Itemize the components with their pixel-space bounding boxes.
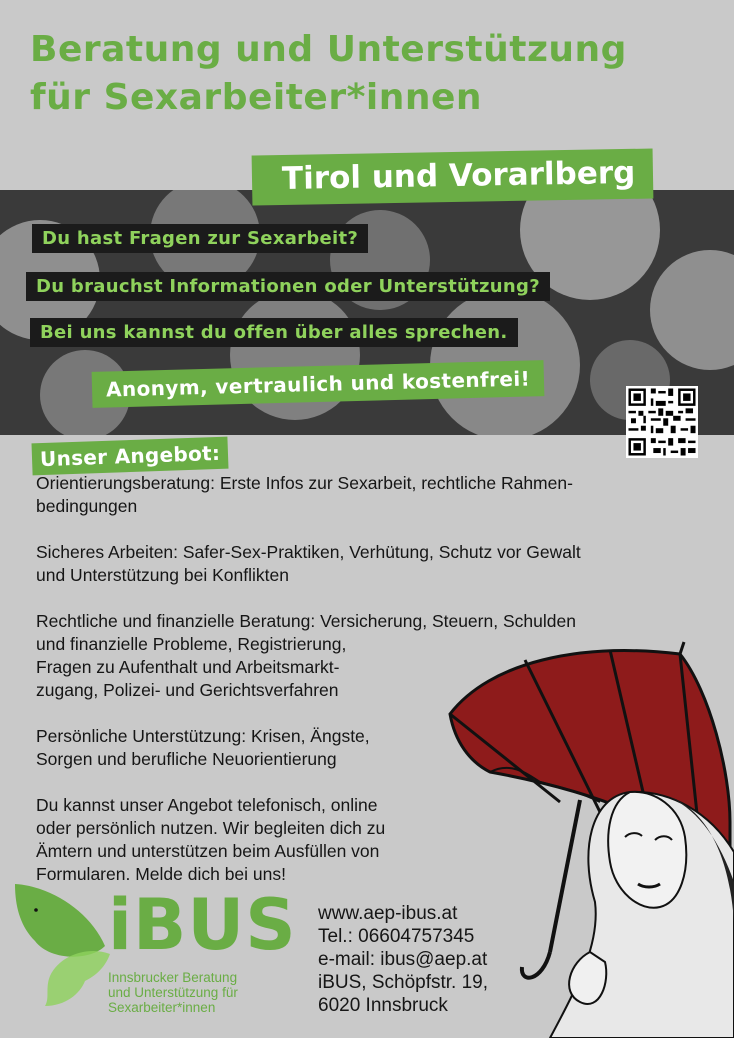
qr-code[interactable] bbox=[626, 386, 698, 458]
contact-phone[interactable]: Tel.: 06604757345 bbox=[318, 926, 475, 947]
contact-address-line-1: iBUS, Schöpfstr. 19, bbox=[318, 972, 489, 993]
offer-title: Unser Angebot: bbox=[32, 437, 229, 476]
headline-line-2: für Sexarbeiter*innen bbox=[30, 77, 483, 118]
offer-item-legal-financial: Rechtliche und finanzielle Beratung: Versicherung, Steuern, Schulden und finanzielle Probleme, Registrierung, Fragen zu Aufenthalt und Arbeitsmarkt- zugang, Polizei- und Gerichtsverfahren bbox=[36, 611, 576, 700]
region-label: Tirol und Vorarlberg bbox=[252, 149, 654, 206]
contact-block bbox=[318, 902, 488, 1017]
logo-wordmark: iBUS bbox=[108, 884, 297, 966]
offer-item-contact-ways: Du kannst unser Angebot telefonisch, online oder persönlich nutzen. Wir begleiten dich zu Ämtern und unterstützen beim Ausfüllen von Formularen. Melde dich bei uns! bbox=[36, 795, 386, 884]
banner-question-1: Du hast Fragen zur Sexarbeit? bbox=[32, 224, 368, 253]
headline-line-1: Beratung und Unterstützung bbox=[30, 29, 627, 70]
offer-item-safe-work: Sicheres Arbeiten: Safer-Sex-Praktiken, Verhütung, Schutz vor Gewalt und Unterstützung bei Konflikten bbox=[36, 542, 581, 585]
contact-email[interactable]: e-mail: ibus@aep.at bbox=[318, 949, 488, 970]
logo-subtitle-line-1: Innsbrucker Beratung bbox=[108, 970, 238, 985]
offer-item-personal-support: Persönliche Unterstützung: Krisen, Ängste, Sorgen und berufliche Neuorientierung bbox=[36, 726, 370, 769]
contact-address-line-2: 6020 Innsbruck bbox=[318, 995, 448, 1016]
logo-subtitle-line-2: und Unterstützung für bbox=[108, 985, 238, 1000]
banner-question-3: Bei uns kannst du offen über alles sprechen. bbox=[30, 318, 518, 347]
logo-subtitle bbox=[108, 970, 238, 1015]
banner-question-2: Du brauchst Informationen oder Unterstützung? bbox=[26, 272, 550, 301]
contact-website[interactable]: www.aep-ibus.at bbox=[318, 903, 458, 924]
headline bbox=[30, 26, 720, 122]
logo-subtitle-line-3: Sexarbeiter*innen bbox=[108, 1000, 216, 1015]
offer-item-orientation: Orientierungsberatung: Erste Infos zur Sexarbeit, rechtliche Rahmen- bedingungen bbox=[36, 473, 573, 516]
tagline-stripe: Anonym, vertraulich und kostenfrei! bbox=[92, 360, 545, 408]
